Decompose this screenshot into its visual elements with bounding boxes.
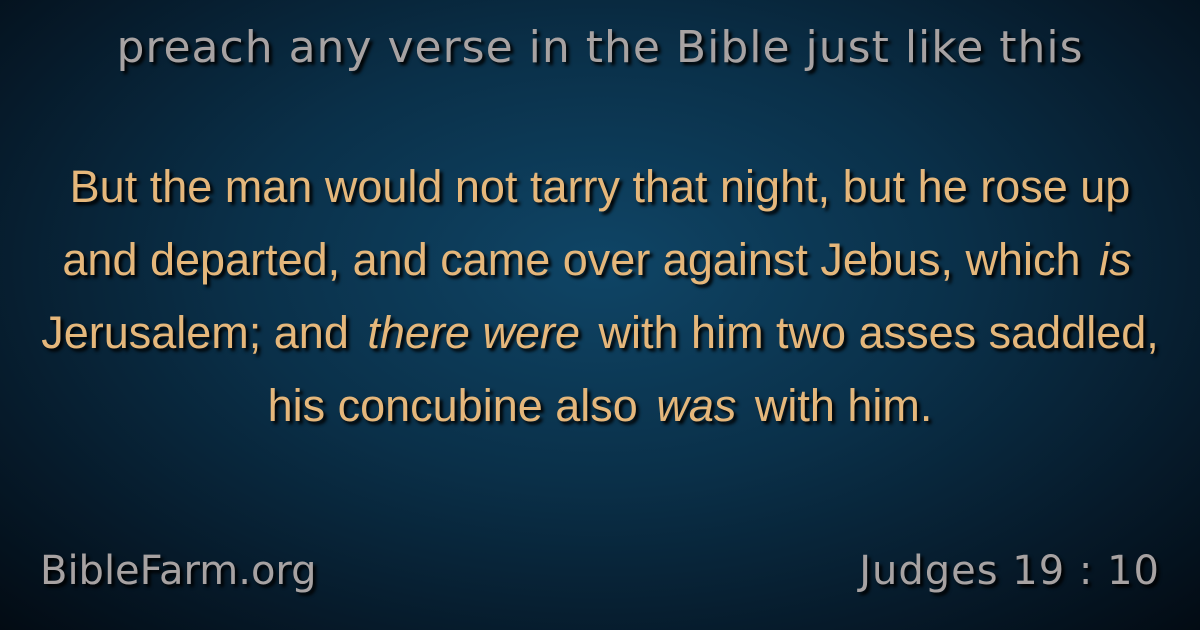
verse-segment-2: Jerusalem; and bbox=[41, 307, 349, 358]
verse-reference: Judges 19 : 10 bbox=[859, 548, 1160, 594]
verse-italic-1: is bbox=[1099, 234, 1132, 285]
verse-segment-3: with him two asses saddled, his concubine also bbox=[267, 307, 1159, 431]
verse-text bbox=[40, 150, 1160, 442]
verse-italic-3: was bbox=[656, 380, 737, 431]
verse-italic-2: there were bbox=[367, 307, 580, 358]
tagline: preach any verse in the Bible just like this bbox=[116, 22, 1084, 73]
site-name: BibleFarm.org bbox=[40, 548, 317, 594]
verse-segment-4: with him. bbox=[754, 380, 933, 431]
verse-segment-1: But the man would not tarry that night, but he rose up and departed, and came over against Jebus, which bbox=[62, 161, 1131, 285]
